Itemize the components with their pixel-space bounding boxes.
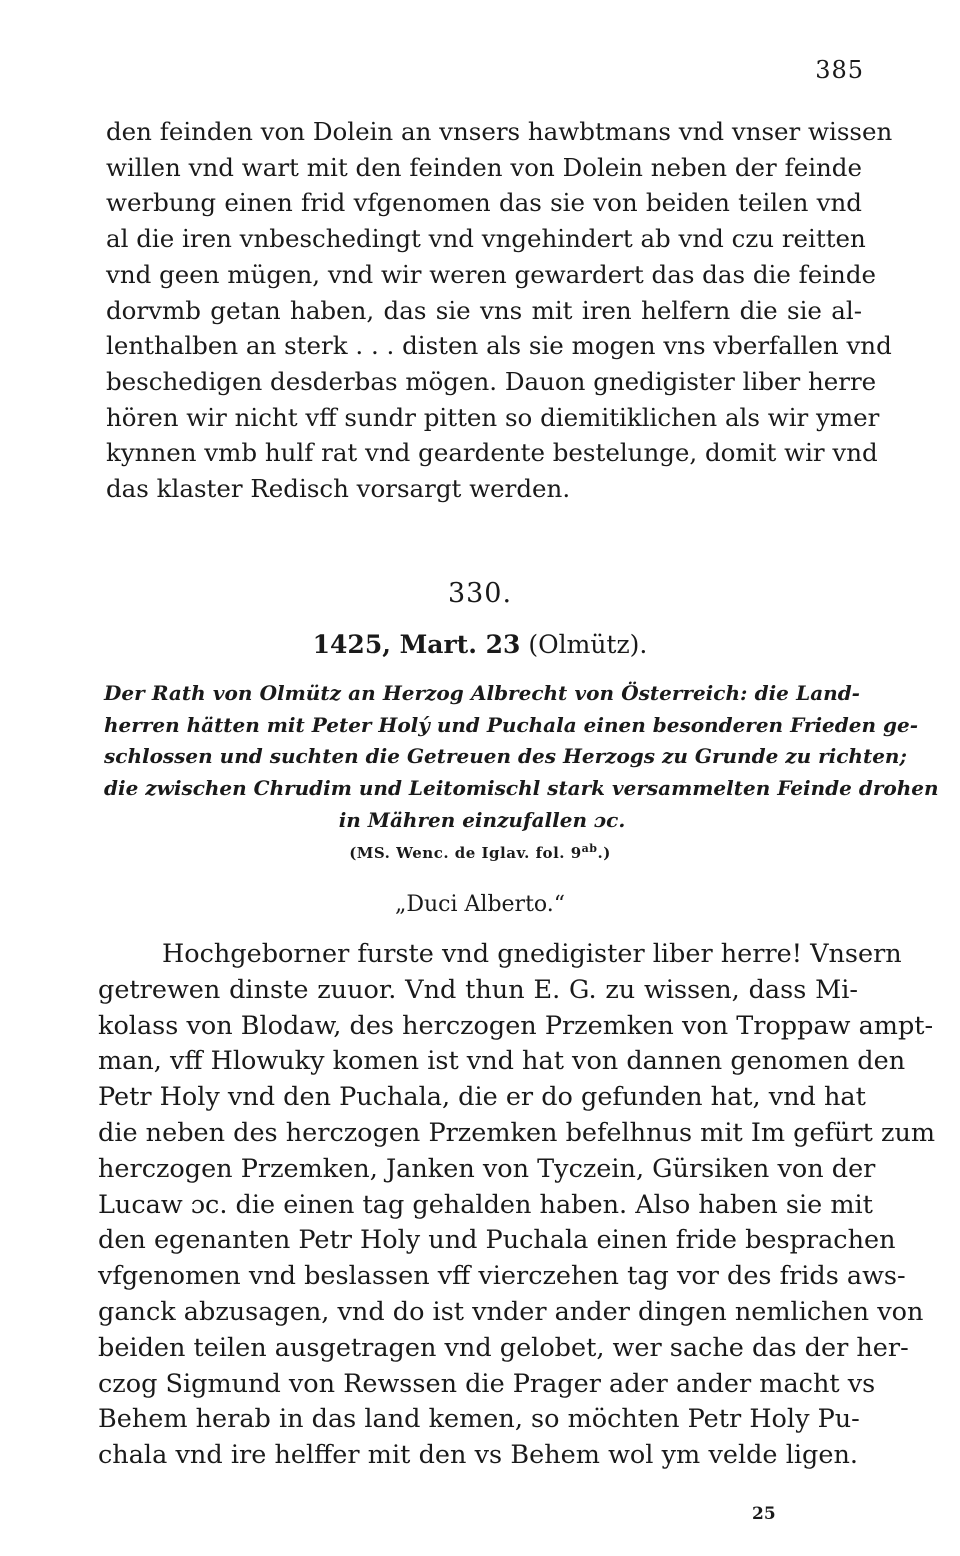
text-line: den egenanten Petr Holy und Puchala einen fride besprachen xyxy=(98,1225,896,1256)
text-line: al die iren vnbeschedingt vnd vngehindert ab vnd czu reitten xyxy=(106,224,866,254)
text-line: Behem herab in das land kemen, so möchten Petr Holy Pu- xyxy=(98,1404,860,1435)
document-date: 1425, Mart. 23 xyxy=(312,630,521,659)
text-line: beschedigen desderbas mögen. Dauon gnedigister liber herre xyxy=(106,366,877,396)
text-line: lenthalben an sterk . . . disten als sie mogen vns vberfallen vnd xyxy=(106,331,892,361)
document-summary xyxy=(104,678,939,837)
document-date-heading xyxy=(0,630,960,659)
text-line: das klaster Redisch vorsargt werden. xyxy=(106,474,571,504)
signature-mark: 25 xyxy=(752,1504,776,1524)
summary-line: herren hätten mit Peter Holý und Puchala einen besonderen Frieden ge- xyxy=(104,712,918,737)
source-folio-superscript: ab xyxy=(581,842,598,855)
source-citation xyxy=(0,842,960,862)
text-line: chala vnd ire helffer mit den vs Behem wol ym velde ligen. xyxy=(98,1440,858,1471)
page-number: 385 xyxy=(815,56,864,84)
document-number: 330. xyxy=(447,578,513,609)
text-line: dorvmb getan haben, das sie vns mit iren helfern die sie al- xyxy=(106,295,862,325)
text-line: man, vff Hlowuky komen ist vnd hat von dannen genomen den xyxy=(98,1046,906,1077)
text-line: ganck abzusagen, vnd do ist vnder ander dingen nemlichen von xyxy=(98,1296,924,1327)
text-line: beiden teilen ausgetragen vnd gelobet, wer sache das der her- xyxy=(98,1332,909,1363)
text-line: getrewen dinste zuuor. Vnd thun E. G. zu wissen, dass Mi- xyxy=(98,974,858,1005)
summary-line: schlossen und suchten die Getreuen des Herzogs zu Grunde zu richten; xyxy=(104,744,907,769)
text-line: willen vnd wart mit den feinden von Dolein neben der feinde xyxy=(106,152,862,182)
text-line: die neben des herczogen Przemken befelhnus mit Im gefürt zum xyxy=(98,1117,936,1148)
summary-line: in Mähren einzufallen ɔc. xyxy=(338,807,626,832)
summary-line: Der Rath von Olmütz an Herzog Albrecht von Österreich: die Land- xyxy=(104,681,860,705)
source-text-end: .) xyxy=(597,844,611,862)
letter-text xyxy=(98,937,936,1474)
text-line: werbung einen frid vfgenomen das sie von beiden teilen vnd xyxy=(106,188,862,218)
text-line: hören wir nicht vff sundr pitten so diemitiklichen als wir ymer xyxy=(106,402,880,432)
text-line: vnd geen mügen, vnd wir weren gewardert das das die feinde xyxy=(106,259,877,289)
text-line: Petr Holy vnd den Puchala, die er do gefunden hat, vnd hat xyxy=(98,1082,866,1113)
text-line: den feinden von Dolein an vnsers hawbtmans vnd vnser wissen xyxy=(106,117,893,146)
text-line: kolass von Blodaw, des herczogen Przemken von Troppaw ampt- xyxy=(98,1010,934,1041)
text-line: kynnen vmb hulf rat vnd geardente bestelunge, domit wir vnd xyxy=(106,438,878,468)
text-line: herczogen Przemken, Janken von Tyczein, Gürsiken von der xyxy=(98,1153,876,1184)
text-line: vfgenomen vnd beslassen vff vierczehen tag vor des frids aws- xyxy=(98,1261,906,1292)
summary-line: die zwischen Chrudim und Leitomischl stark versammelten Feinde drohen xyxy=(104,776,939,801)
continued-letter-text xyxy=(106,114,893,507)
document-place: (Olmütz). xyxy=(528,630,648,659)
text-line: Lucaw ɔc. die einen tag gehalden haben. Also haben sie mit xyxy=(98,1189,873,1220)
text-line: czog Sigmund von Rewssen die Prager ader ander macht vs xyxy=(98,1368,876,1399)
letter-address: „Duci Alberto.“ xyxy=(394,892,566,917)
source-text: (MS. Wenc. de Iglav. fol. 9 xyxy=(349,844,582,862)
text-line: Hochgeborner furste vnd gnedigister liber herre! Vnsern xyxy=(162,939,902,969)
